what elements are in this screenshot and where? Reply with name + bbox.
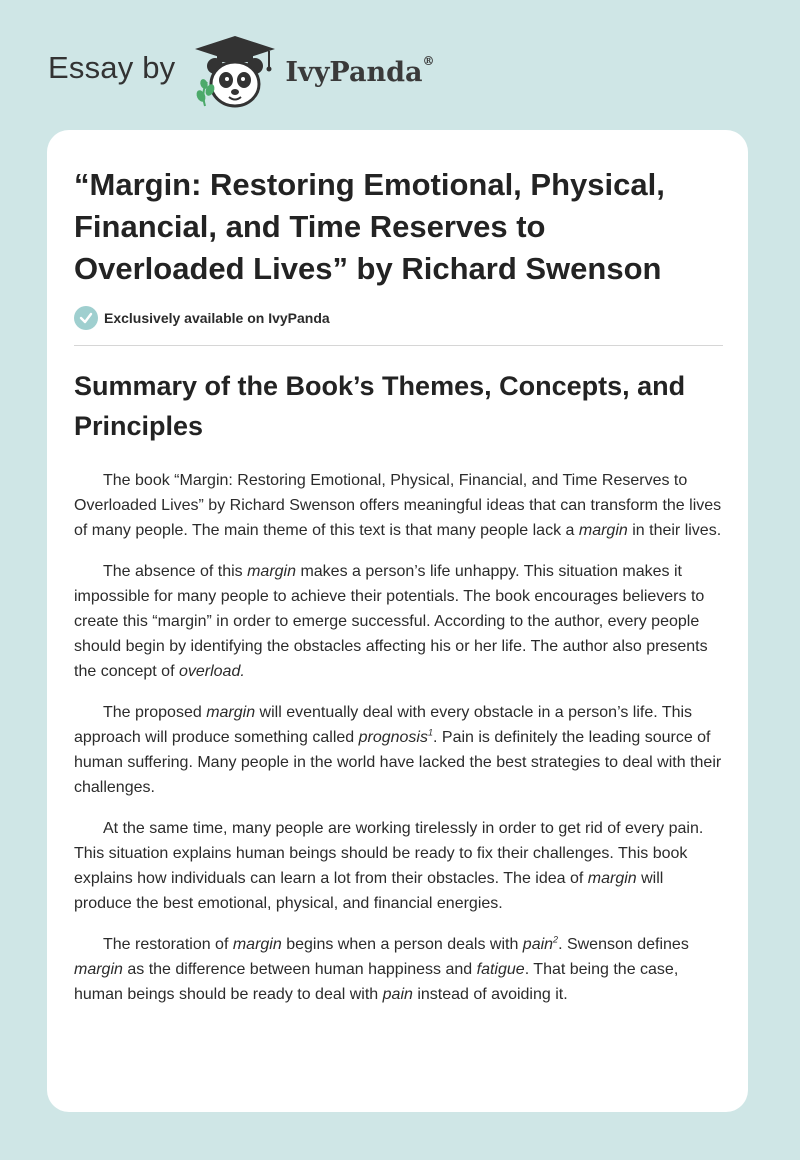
essay-card bbox=[47, 130, 748, 1112]
footnote-ref[interactable]: 1 bbox=[427, 727, 433, 738]
essay-by-label: Essay by bbox=[48, 50, 176, 85]
site-header bbox=[48, 32, 434, 112]
essay-title: “Margin: Restoring Emotional, Physical, Financial, and Time Reserves to Overloaded Lives” by Richard Swenson bbox=[74, 167, 665, 286]
essay-body bbox=[74, 468, 724, 1023]
paragraph: The absence of this margin makes a person’s life unhappy. This situation makes it impossible for many people to achieve their potentials. The book encourages believers to create this “margin” in order to emerge successful. According to the author, every people should begin by identifying the obstacles affecting his or her life. The author also presents the concept of overload. bbox=[74, 563, 708, 680]
exclusive-badge-label: Exclusively available on IvyPanda bbox=[104, 310, 330, 326]
panda-logo-icon bbox=[191, 32, 279, 112]
section-heading: Summary of the Book’s Themes, Concepts, and Principles bbox=[74, 371, 686, 441]
paragraph: The proposed margin will eventually deal with every obstacle in a person’s life. This approach will produce something called prognosis$^1$. Pain is definitely the leading source of human suffering. Many people in the world have lacked the best strategies to deal with their challenges. bbox=[74, 704, 722, 796]
paragraph: At the same time, many people are working tirelessly in order to get rid of every pain. This situation explains human beings should be ready to fix their challenges. This book explains how individuals can learn a lot from their obstacles. The idea of margin will produce the best emotional, physical, and financial energies. bbox=[74, 820, 704, 912]
divider bbox=[74, 345, 723, 346]
exclusive-badge bbox=[74, 306, 330, 330]
footnote-ref[interactable]: 2 bbox=[553, 934, 559, 945]
paragraph: The restoration of margin begins when a person deals with pain$^2$. Swenson defines margin as the difference between human happiness and fatigue. That being the case, human beings should be ready to deal with pain instead of avoiding it. bbox=[74, 934, 689, 1003]
paragraph: The book “Margin: Restoring Emotional, Physical, Financial, and Time Reserves to Overloaded Lives” by Richard Swenson offers meaningful ideas that can transform the lives of many people. The main theme of this text is that many people lack a margin in their lives. bbox=[74, 472, 722, 539]
check-circle-icon bbox=[74, 306, 98, 330]
registered-mark: ® bbox=[422, 53, 435, 68]
ivypanda-logo[interactable] bbox=[191, 32, 434, 112]
brand-name: IvyPanda bbox=[285, 56, 423, 88]
